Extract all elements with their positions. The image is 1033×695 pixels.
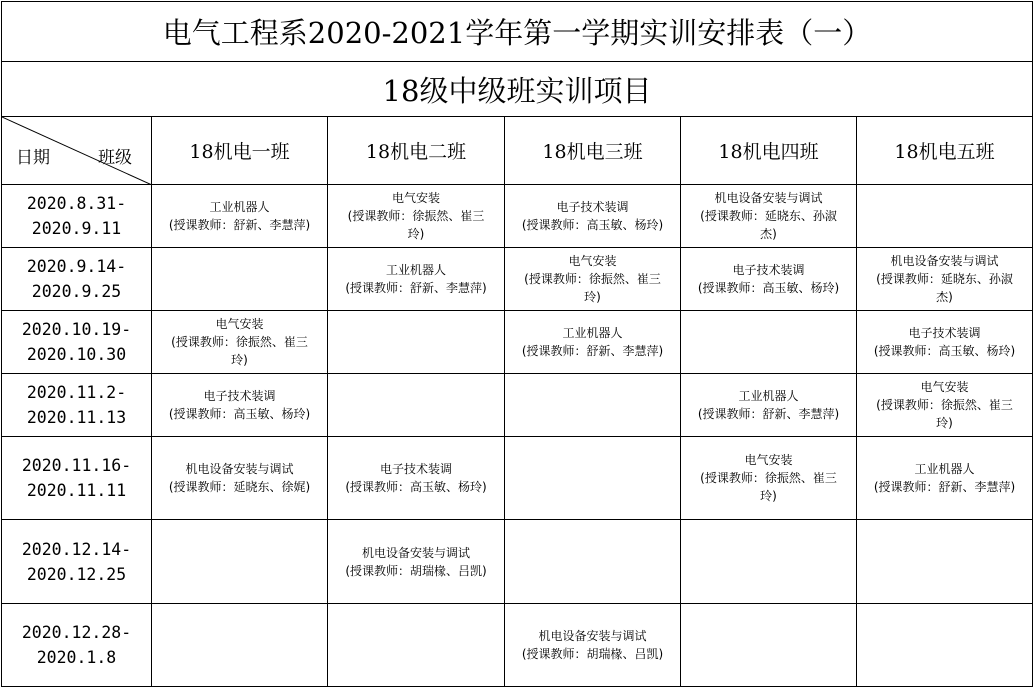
project-name: 工业机器人 bbox=[209, 200, 270, 214]
project-cell bbox=[152, 248, 328, 311]
project-name: 工业机器人 bbox=[738, 389, 799, 403]
date-start: 2020.10.19- bbox=[21, 320, 132, 339]
project-name: 电子技术装调 bbox=[908, 326, 981, 340]
page-title: 电气工程系2020-2021学年第一学期实训安排表（一） bbox=[2, 2, 1033, 62]
class-header: 18机电四班 bbox=[681, 117, 857, 185]
date-start: 2020.12.28- bbox=[21, 623, 132, 642]
teacher-info-cont: 玲) bbox=[760, 489, 777, 503]
project-cell bbox=[857, 311, 1033, 374]
teacher-info-cont: 杰) bbox=[760, 227, 777, 241]
teacher-info-cont: 杰) bbox=[936, 290, 953, 304]
project-cell bbox=[505, 248, 681, 311]
project-cell bbox=[152, 311, 328, 374]
date-start: 2020.8.31- bbox=[26, 194, 127, 213]
teacher-info: (授课教师：延晓东、孙淑 bbox=[876, 272, 1013, 286]
project-name: 工业机器人 bbox=[562, 326, 623, 340]
project-name: 机电设备安装与调试 bbox=[185, 462, 294, 476]
project-cell bbox=[152, 374, 328, 437]
date-start: 2020.12.14- bbox=[21, 539, 132, 559]
project-cell bbox=[152, 185, 328, 248]
date-cell bbox=[2, 185, 152, 248]
project-cell bbox=[328, 185, 505, 248]
class-header-label: 班级 bbox=[98, 148, 132, 168]
project-name: 电子技术装调 bbox=[379, 462, 452, 476]
project-cell bbox=[681, 185, 857, 248]
project-name: 电气安装 bbox=[215, 317, 264, 331]
project-name: 电气安装 bbox=[744, 453, 793, 467]
teacher-info: (授课教师：高玉敏、杨玲) bbox=[697, 281, 840, 295]
project-cell bbox=[328, 248, 505, 311]
project-name: 电气安装 bbox=[920, 380, 969, 394]
project-cell bbox=[152, 604, 328, 687]
teacher-info: (授课教师：舒新、李慧萍) bbox=[521, 344, 664, 358]
teacher-info: (授课教师：舒新、李慧萍) bbox=[873, 480, 1016, 494]
teacher-info: (授课教师：徐振然、崔三 bbox=[524, 272, 661, 286]
project-name: 工业机器人 bbox=[385, 263, 446, 277]
project-cell bbox=[328, 374, 505, 437]
class-header: 18机电三班 bbox=[505, 117, 681, 185]
teacher-info: (授课教师：高玉敏、杨玲) bbox=[521, 218, 664, 232]
date-end: 2020.9.25 bbox=[31, 282, 122, 301]
project-cell bbox=[857, 520, 1033, 604]
schedule-row bbox=[2, 604, 1033, 687]
date-end: 2020.10.30 bbox=[26, 345, 127, 364]
schedule-row bbox=[2, 437, 1033, 520]
project-cell bbox=[681, 604, 857, 687]
project-cell bbox=[681, 311, 857, 374]
project-name: 工业机器人 bbox=[914, 462, 975, 476]
project-cell bbox=[152, 437, 328, 520]
teacher-info: (授课教师：胡瑞椽、吕凯) bbox=[345, 563, 487, 578]
project-cell bbox=[505, 520, 681, 604]
project-cell bbox=[857, 185, 1033, 248]
teacher-info: (授课教师：高玉敏、杨玲) bbox=[168, 407, 311, 421]
project-cell bbox=[505, 311, 681, 374]
project-cell bbox=[857, 604, 1033, 687]
date-end: 2020.12.25 bbox=[26, 564, 127, 584]
teacher-info: (授课教师：徐振然、崔三 bbox=[171, 335, 308, 349]
project-name: 电子技术装调 bbox=[732, 263, 805, 277]
project-cell bbox=[681, 437, 857, 520]
schedule-row bbox=[2, 248, 1033, 311]
teacher-info: (授课教师：舒新、李慧萍) bbox=[168, 218, 311, 232]
project-cell bbox=[681, 248, 857, 311]
project-name: 机电设备安装与调试 bbox=[538, 629, 647, 643]
date-cell bbox=[2, 437, 152, 520]
teacher-info-cont: 玲) bbox=[584, 290, 601, 304]
date-start: 2020.11.2- bbox=[26, 383, 127, 402]
teacher-info: (授课教师：延晓东、徐娓) bbox=[168, 480, 311, 494]
teacher-info: (授课教师：徐振然、崔三 bbox=[347, 209, 485, 223]
project-cell bbox=[505, 185, 681, 248]
project-cell bbox=[857, 437, 1033, 520]
date-end: 2020.11.13 bbox=[26, 408, 127, 427]
project-cell bbox=[857, 374, 1033, 437]
schedule-table bbox=[1, 1, 1033, 687]
class-header: 18机电五班 bbox=[857, 117, 1033, 185]
project-cell bbox=[328, 520, 505, 604]
schedule-row bbox=[2, 520, 1033, 604]
teacher-info-cont: 玲) bbox=[231, 353, 248, 367]
teacher-info: (授课教师：延晓东、孙淑 bbox=[700, 209, 837, 223]
teacher-info: (授课教师：高玉敏、杨玲) bbox=[873, 344, 1016, 358]
date-cell bbox=[2, 311, 152, 374]
project-name: 电气安装 bbox=[391, 191, 440, 205]
schedule-row bbox=[2, 311, 1033, 374]
date-start: 2020.9.14- bbox=[26, 257, 127, 276]
date-end: 2020.9.11 bbox=[31, 219, 122, 238]
project-cell bbox=[328, 437, 505, 520]
teacher-info: (授课教师：舒新、李慧萍) bbox=[697, 407, 840, 421]
project-cell bbox=[681, 374, 857, 437]
teacher-info-cont: 玲) bbox=[936, 416, 953, 430]
teacher-info: (授课教师：徐振然、崔三 bbox=[876, 398, 1013, 412]
date-cell bbox=[2, 604, 152, 687]
project-cell bbox=[857, 248, 1033, 311]
date-header-label: 日期 bbox=[16, 148, 50, 168]
teacher-info: (授课教师：徐振然、崔三 bbox=[700, 471, 837, 485]
project-cell bbox=[328, 311, 505, 374]
project-name: 机电设备安装与调试 bbox=[361, 545, 470, 560]
project-cell bbox=[681, 520, 857, 604]
date-cell bbox=[2, 520, 152, 604]
project-name: 电气安装 bbox=[568, 254, 617, 268]
date-cell bbox=[2, 374, 152, 437]
date-cell bbox=[2, 248, 152, 311]
project-cell bbox=[505, 374, 681, 437]
class-header: 18机电一班 bbox=[152, 117, 328, 185]
teacher-info-cont: 玲) bbox=[407, 227, 425, 241]
teacher-info: (授课教师：高玉敏、杨玲) bbox=[345, 480, 487, 494]
project-cell bbox=[328, 604, 505, 687]
project-name: 电子技术装调 bbox=[203, 389, 276, 403]
schedule-row bbox=[2, 185, 1033, 248]
corner-header-cell bbox=[2, 117, 152, 185]
date-start: 2020.11.16- bbox=[21, 456, 132, 475]
project-name: 电子技术装调 bbox=[556, 200, 629, 214]
project-cell bbox=[505, 437, 681, 520]
date-end: 2020.11.11 bbox=[26, 481, 127, 500]
project-cell bbox=[152, 520, 328, 604]
teacher-info: (授课教师：胡瑞椽、吕凯) bbox=[521, 647, 664, 661]
project-name: 机电设备安装与调试 bbox=[890, 254, 999, 268]
date-end: 2020.1.8 bbox=[36, 648, 117, 667]
project-cell bbox=[505, 604, 681, 687]
teacher-info: (授课教师：舒新、李慧萍) bbox=[345, 281, 487, 295]
project-name: 机电设备安装与调试 bbox=[714, 191, 823, 205]
page-subtitle: 18级中级班实训项目 bbox=[2, 62, 1033, 117]
class-header: 18机电二班 bbox=[328, 117, 505, 185]
schedule-row bbox=[2, 374, 1033, 437]
